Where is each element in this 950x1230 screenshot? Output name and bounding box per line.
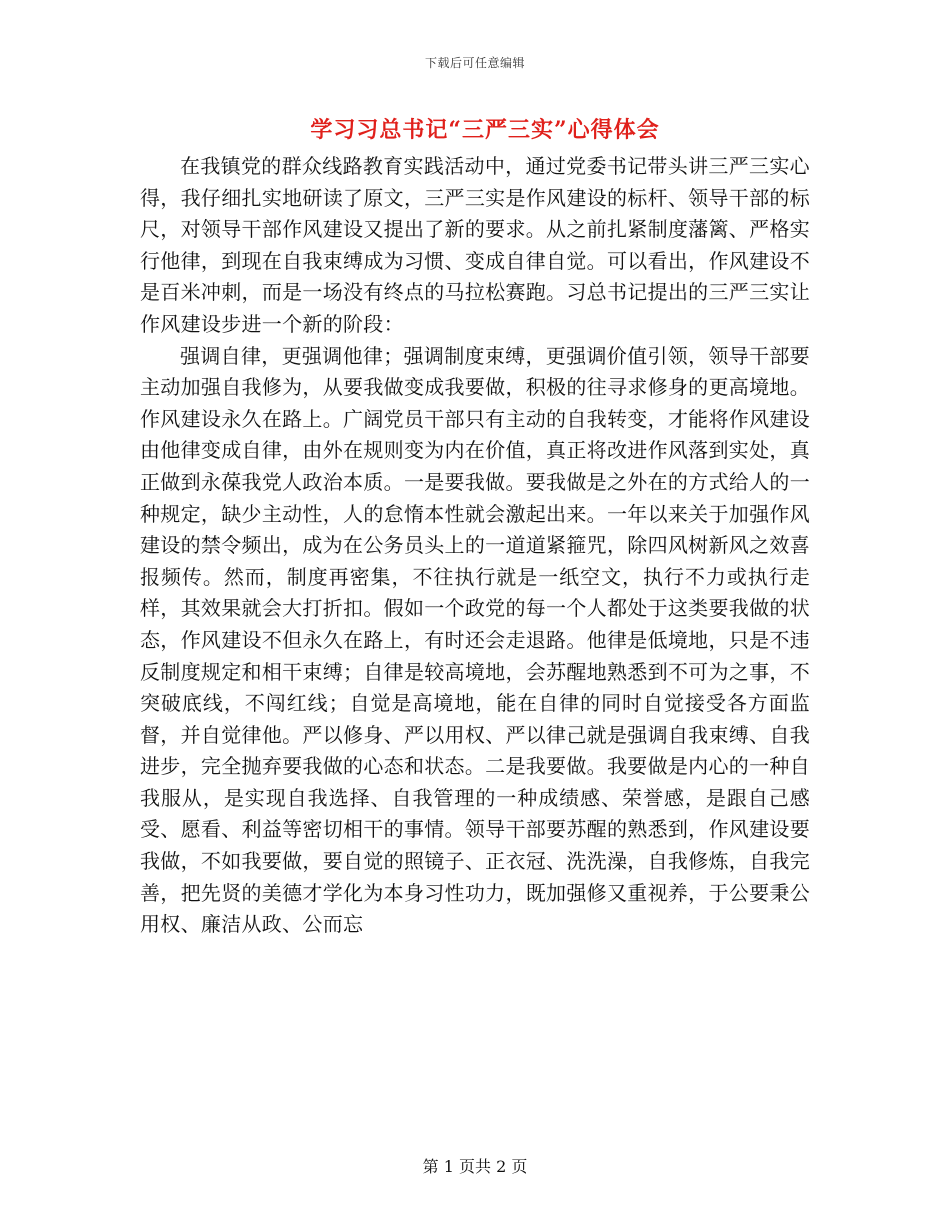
header-note: 下载后可任意编辑: [424, 56, 525, 70]
paragraph: 强调自律，更强调他律；强调制度束缚，更强调价值引领，领导干部要主动加强自我修为，从要我做变成我要做，积极的往寻求修身的更高境地。作风建设永久在路上。广阔党员干部只有主动的自我转变，才能将作风建设由他律变成自律，由外在规则变为内在价值，真正将改进作风落到实处，真正做到永葆我党人政治本质。一是要我做。要我做是之外在的方式给人的一种规定，缺少主动性，人的怠惰本性就会激起出来。一年以来关于加强作风建设的禁令频出，成为在公务员头上的一道道紧箍咒，除四风树新风之效喜报频传。然而，制度再密集，不往执行就是一纸空文，执行不力或执行走样，其效果就会大打折扣。假如一个政党的每一个人都处于这类要我做的状态，作风建设不但永久在路上，有时还会走退路。他律是低境地，只是不违反制度规定和相干束缚；自律是较高境地，会苏醒地熟悉到不可为之事，不突破底线，不闯红线；自觉是高境地，能在自律的同时自觉接受各方面监督，并自觉律他。严以修身、严以用权、严以律己就是强调自我束缚、自我进步，完全抛弃要我做的心态和状态。二是我要做。我要做是内心的一种自我服从，是实现自我选择、自我管理的一种成绩感、荣誉感，是跟自己感受、愿看、利益等密切相干的事情。领导干部要苏醒的熟悉到，作风建设要我做，不如我要做，要自觉的照镜子、正衣冠、洗洗澡，自我修炼，自我完善，把先贤的美德才学化为本身习性功力，既加强修又重视养，于公要秉公用权、廉洁从政、公而忘: [140, 343, 810, 937]
document-title: 学习习总书记“三严三实”心得体会: [310, 117, 660, 143]
page-number: 第 1 页共 2 页: [422, 1157, 528, 1176]
paragraph: 在我镇党的群众线路教育实践活动中，通过党委书记带头讲三严三实心得，我仔细扎实地研读了原文，三严三实是作风建设的标杆、领导干部的标尺，对领导干部作风建设又提出了新的要求。从之前扎紧制度藩篱、严格实行他律，到现在自我束缚成为习惯、变成自律自觉。可以看出，作风建设不是百米冲刺，而是一场没有终点的马拉松赛跑。习总书记提出的三严三实让作风建设步进一个新的阶段：: [140, 154, 810, 336]
document-body: [140, 151, 810, 941]
